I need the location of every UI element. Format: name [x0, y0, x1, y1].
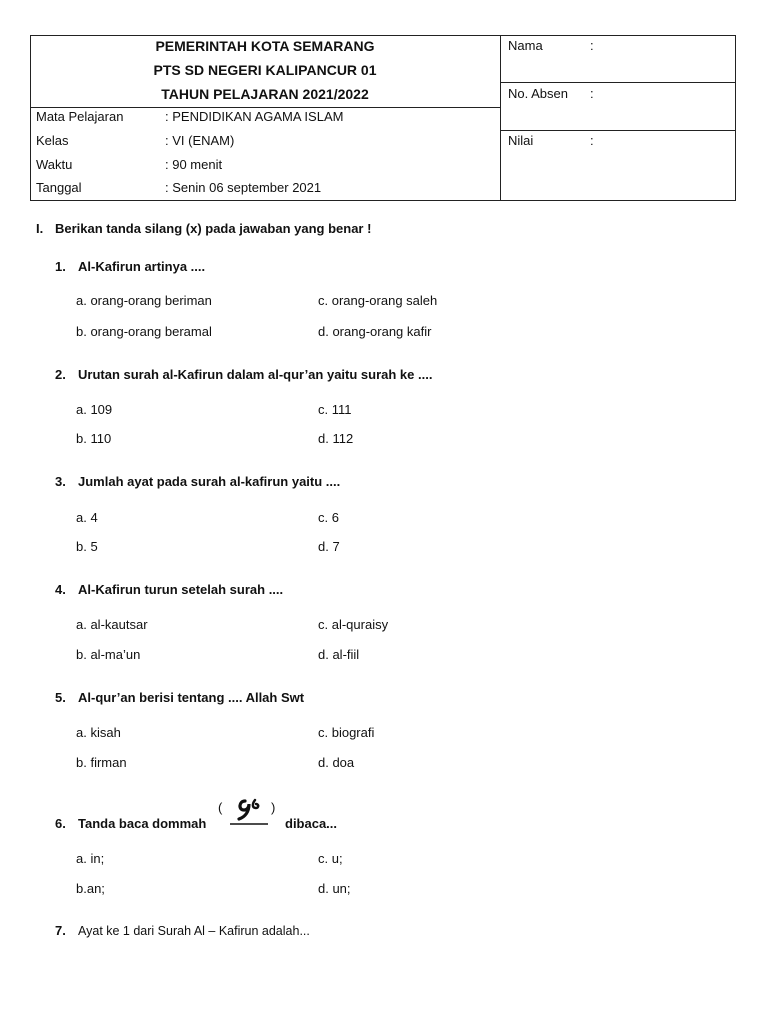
option-a: a. al-kautsar — [76, 617, 148, 632]
option-d: d. al-fiil — [318, 647, 360, 662]
option-d: d. 112 — [318, 431, 354, 446]
option-c: c. al-quraisy — [318, 617, 389, 632]
option-b: b. 5 — [76, 539, 98, 554]
option-c: c. 111 — [318, 402, 352, 417]
info-value: : 90 menit — [165, 157, 223, 172]
info-value: : PENDIDIKAN AGAMA ISLAM — [165, 109, 344, 124]
option-d: d. 7 — [318, 539, 340, 554]
question-text-continued: dibaca... — [285, 816, 338, 831]
nilai-field-label: Nilai — [508, 133, 534, 148]
info-label: Mata Pelajaran — [36, 109, 124, 124]
option-a: a. 109 — [76, 402, 113, 417]
option-b: b. 110 — [76, 431, 112, 446]
option-d: d. orang-orang kafir — [318, 324, 432, 339]
option-a: a. in; — [76, 851, 105, 866]
question-text: Jumlah ayat pada surah al-kafirun yaitu .... — [78, 474, 341, 489]
field-colon: : — [590, 38, 594, 53]
question-number: 1. — [55, 259, 66, 274]
question-text: Al-Kafirun turun setelah surah .... — [78, 582, 284, 597]
info-label: Waktu — [36, 157, 73, 172]
header-title-line: PTS SD NEGERI KALIPANCUR 01 — [153, 62, 377, 78]
question-number: 5. — [55, 690, 66, 705]
header-divider — [500, 82, 736, 83]
question-text: Al-qur’an berisi tentang .... Allah Swt — [78, 690, 305, 705]
question-number: 2. — [55, 367, 66, 382]
question-number: 7. — [55, 923, 66, 938]
option-a: a. 4 — [76, 510, 98, 525]
name-field-label: Nama — [508, 38, 543, 53]
header-title-line: PEMERINTAH KOTA SEMARANG — [155, 38, 375, 54]
option-c: c. biografi — [318, 725, 375, 740]
info-label: Tanggal — [36, 180, 82, 195]
option-d: d. doa — [318, 755, 355, 770]
question-number: 3. — [55, 474, 66, 489]
header-divider — [30, 107, 500, 108]
question-number: 6. — [55, 816, 66, 831]
info-value: : Senin 06 september 2021 — [165, 180, 322, 195]
question-text: Tanda baca dommah — [78, 816, 207, 831]
option-c: c. orang-orang saleh — [318, 293, 438, 308]
question-number: 4. — [55, 582, 66, 597]
section-numeral: I. — [36, 221, 44, 236]
symbol-close-paren: ) — [271, 800, 276, 815]
field-colon: : — [590, 86, 594, 101]
option-b: b. orang-orang beramal — [76, 324, 212, 339]
option-a: a. orang-orang beriman — [76, 293, 212, 308]
section-instruction: Berikan tanda silang (x) pada jawaban yang benar ! — [55, 221, 372, 236]
option-c: c. 6 — [318, 510, 339, 525]
header-divider — [500, 130, 736, 131]
absen-field-label: No. Absen — [508, 86, 568, 101]
question-text: Urutan surah al-Kafirun dalam al-qur’an yaitu surah ke .... — [78, 367, 433, 382]
info-value: : VI (ENAM) — [165, 133, 235, 148]
option-c: c. u; — [318, 851, 343, 866]
option-d: d. un; — [318, 881, 351, 896]
header-title-line: TAHUN PELAJARAN 2021/2022 — [161, 86, 369, 102]
option-b: b. al-ma’un — [76, 647, 141, 662]
field-colon: : — [590, 133, 594, 148]
symbol-open-paren: ( — [218, 800, 223, 815]
dommah-icon — [228, 796, 270, 828]
option-b: b.an; — [76, 881, 105, 896]
info-label: Kelas — [36, 133, 69, 148]
question-text: Ayat ke 1 dari Surah Al – Kafirun adalah... — [78, 924, 310, 938]
header-divider — [500, 35, 501, 201]
option-a: a. kisah — [76, 725, 121, 740]
question-text: Al-Kafirun artinya .... — [78, 259, 206, 274]
header-box — [30, 35, 736, 201]
option-b: b. firman — [76, 755, 127, 770]
